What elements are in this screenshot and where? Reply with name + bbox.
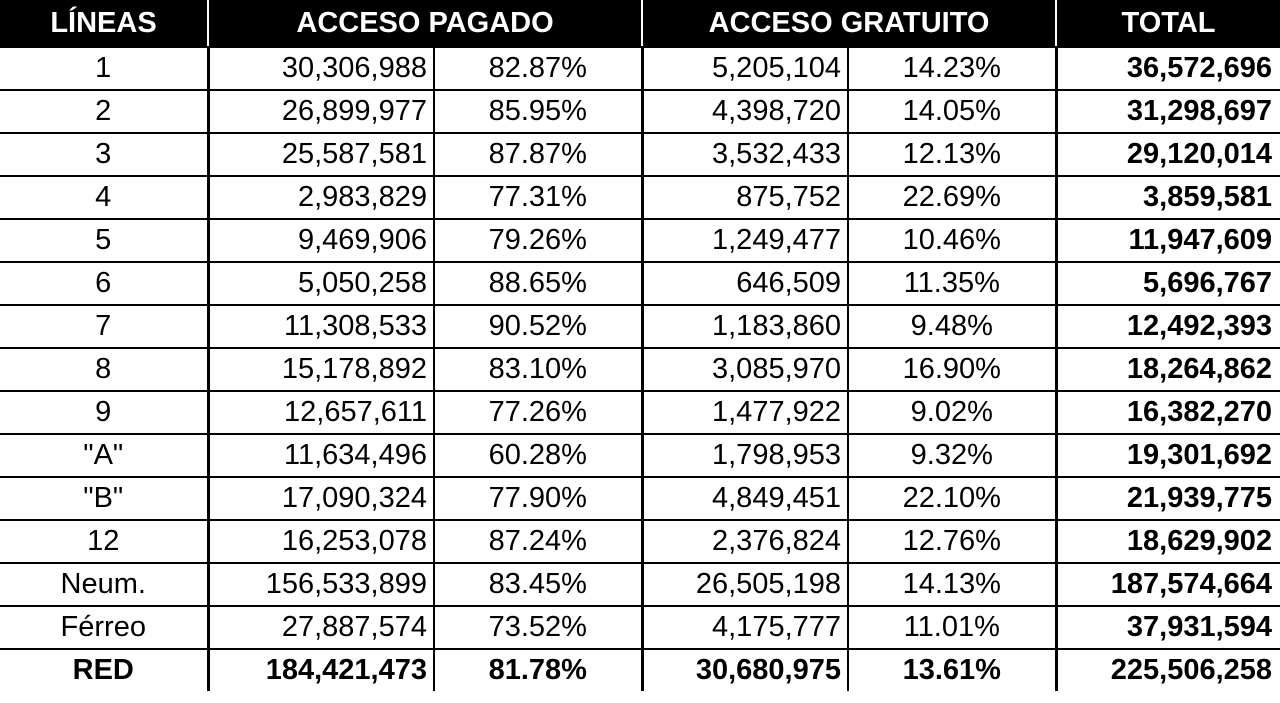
cell-acceso-gratuito: 1,798,953: [642, 434, 848, 477]
cell-acceso-gratuito-pct: 9.32%: [848, 434, 1056, 477]
cell-acceso-pagado: 156,533,899: [208, 563, 434, 606]
cell-acceso-pagado-pct: 79.26%: [434, 219, 642, 262]
cell-acceso-gratuito-pct: 14.13%: [848, 563, 1056, 606]
cell-total: 18,264,862: [1056, 348, 1280, 391]
cell-acceso-gratuito: 4,398,720: [642, 90, 848, 133]
cell-acceso-pagado-pct: 73.52%: [434, 606, 642, 649]
cell-acceso-pagado-pct: 81.78%: [434, 649, 642, 691]
cell-acceso-gratuito: 3,532,433: [642, 133, 848, 176]
cell-total: 11,947,609: [1056, 219, 1280, 262]
cell-linea: 1: [0, 47, 208, 90]
cell-acceso-pagado: 17,090,324: [208, 477, 434, 520]
cell-acceso-pagado: 15,178,892: [208, 348, 434, 391]
cell-acceso-pagado-pct: 90.52%: [434, 305, 642, 348]
cell-acceso-pagado: 11,308,533: [208, 305, 434, 348]
cell-acceso-gratuito-pct: 12.13%: [848, 133, 1056, 176]
cell-acceso-pagado: 12,657,611: [208, 391, 434, 434]
cell-acceso-pagado-pct: 85.95%: [434, 90, 642, 133]
cell-acceso-gratuito: 646,509: [642, 262, 848, 305]
cell-acceso-pagado: 30,306,988: [208, 47, 434, 90]
table-row: [0, 90, 1280, 133]
table-row: [0, 563, 1280, 606]
cell-linea: Férreo: [0, 606, 208, 649]
cell-acceso-gratuito-pct: 11.35%: [848, 262, 1056, 305]
cell-linea: 8: [0, 348, 208, 391]
table-row: [0, 649, 1280, 691]
cell-linea: 2: [0, 90, 208, 133]
table-row: [0, 520, 1280, 563]
header-total: TOTAL: [1056, 0, 1280, 47]
cell-total: 18,629,902: [1056, 520, 1280, 563]
cell-total: 31,298,697: [1056, 90, 1280, 133]
table-body: [0, 47, 1280, 691]
cell-acceso-pagado: 16,253,078: [208, 520, 434, 563]
cell-total: 12,492,393: [1056, 305, 1280, 348]
cell-acceso-pagado: 27,887,574: [208, 606, 434, 649]
cell-linea: 6: [0, 262, 208, 305]
cell-linea: 5: [0, 219, 208, 262]
table-row: [0, 219, 1280, 262]
cell-acceso-gratuito-pct: 11.01%: [848, 606, 1056, 649]
cell-acceso-pagado-pct: 87.24%: [434, 520, 642, 563]
cell-acceso-gratuito: 5,205,104: [642, 47, 848, 90]
header-lineas: LÍNEAS: [0, 0, 208, 47]
cell-total: 37,931,594: [1056, 606, 1280, 649]
cell-total: 5,696,767: [1056, 262, 1280, 305]
cell-total: 19,301,692: [1056, 434, 1280, 477]
cell-acceso-gratuito: 3,085,970: [642, 348, 848, 391]
header-acceso-pagado: ACCESO PAGADO: [208, 0, 642, 47]
cell-linea: 9: [0, 391, 208, 434]
cell-acceso-gratuito-pct: 14.23%: [848, 47, 1056, 90]
cell-acceso-gratuito-pct: 14.05%: [848, 90, 1056, 133]
cell-acceso-pagado: 26,899,977: [208, 90, 434, 133]
cell-acceso-gratuito: 30,680,975: [642, 649, 848, 691]
cell-acceso-pagado-pct: 88.65%: [434, 262, 642, 305]
cell-acceso-gratuito-pct: 12.76%: [848, 520, 1056, 563]
cell-acceso-pagado-pct: 82.87%: [434, 47, 642, 90]
header-acceso-gratuito: ACCESO GRATUITO: [642, 0, 1056, 47]
cell-acceso-pagado: 9,469,906: [208, 219, 434, 262]
cell-linea: RED: [0, 649, 208, 691]
cell-acceso-gratuito: 1,249,477: [642, 219, 848, 262]
cell-acceso-gratuito-pct: 16.90%: [848, 348, 1056, 391]
table-row: [0, 391, 1280, 434]
cell-acceso-pagado: 184,421,473: [208, 649, 434, 691]
cell-acceso-gratuito: 4,175,777: [642, 606, 848, 649]
cell-total: 225,506,258: [1056, 649, 1280, 691]
table-row: [0, 262, 1280, 305]
table-row: [0, 176, 1280, 219]
header-row: [0, 0, 1280, 47]
cell-linea: 4: [0, 176, 208, 219]
cell-total: 3,859,581: [1056, 176, 1280, 219]
cell-acceso-gratuito: 26,505,198: [642, 563, 848, 606]
cell-total: 21,939,775: [1056, 477, 1280, 520]
cell-acceso-pagado-pct: 77.31%: [434, 176, 642, 219]
cell-acceso-gratuito: 4,849,451: [642, 477, 848, 520]
cell-acceso-pagado-pct: 83.10%: [434, 348, 642, 391]
cell-total: 36,572,696: [1056, 47, 1280, 90]
table-row: [0, 477, 1280, 520]
cell-acceso-gratuito: 2,376,824: [642, 520, 848, 563]
cell-acceso-pagado-pct: 77.90%: [434, 477, 642, 520]
cell-acceso-pagado-pct: 60.28%: [434, 434, 642, 477]
table-row: [0, 348, 1280, 391]
cell-acceso-gratuito: 1,183,860: [642, 305, 848, 348]
cell-acceso-gratuito-pct: 22.10%: [848, 477, 1056, 520]
cell-linea: Neum.: [0, 563, 208, 606]
cell-acceso-gratuito-pct: 13.61%: [848, 649, 1056, 691]
table-row: [0, 47, 1280, 90]
cell-linea: 12: [0, 520, 208, 563]
cell-acceso-gratuito-pct: 22.69%: [848, 176, 1056, 219]
cell-acceso-gratuito-pct: 9.48%: [848, 305, 1056, 348]
table-header: [0, 0, 1280, 47]
table-row: [0, 434, 1280, 477]
cell-acceso-gratuito-pct: 10.46%: [848, 219, 1056, 262]
cell-acceso-pagado-pct: 77.26%: [434, 391, 642, 434]
table-row: [0, 133, 1280, 176]
cell-linea: 3: [0, 133, 208, 176]
cell-acceso-gratuito: 1,477,922: [642, 391, 848, 434]
cell-total: 187,574,664: [1056, 563, 1280, 606]
cell-acceso-pagado: 2,983,829: [208, 176, 434, 219]
cell-linea: "B": [0, 477, 208, 520]
cell-acceso-pagado-pct: 83.45%: [434, 563, 642, 606]
table-row: [0, 305, 1280, 348]
cell-acceso-gratuito: 875,752: [642, 176, 848, 219]
cell-acceso-pagado-pct: 87.87%: [434, 133, 642, 176]
cell-acceso-pagado: 5,050,258: [208, 262, 434, 305]
cell-total: 29,120,014: [1056, 133, 1280, 176]
cell-acceso-pagado: 11,634,496: [208, 434, 434, 477]
cell-linea: 7: [0, 305, 208, 348]
cell-linea: "A": [0, 434, 208, 477]
cell-total: 16,382,270: [1056, 391, 1280, 434]
table-row: [0, 606, 1280, 649]
cell-acceso-pagado: 25,587,581: [208, 133, 434, 176]
cell-acceso-gratuito-pct: 9.02%: [848, 391, 1056, 434]
